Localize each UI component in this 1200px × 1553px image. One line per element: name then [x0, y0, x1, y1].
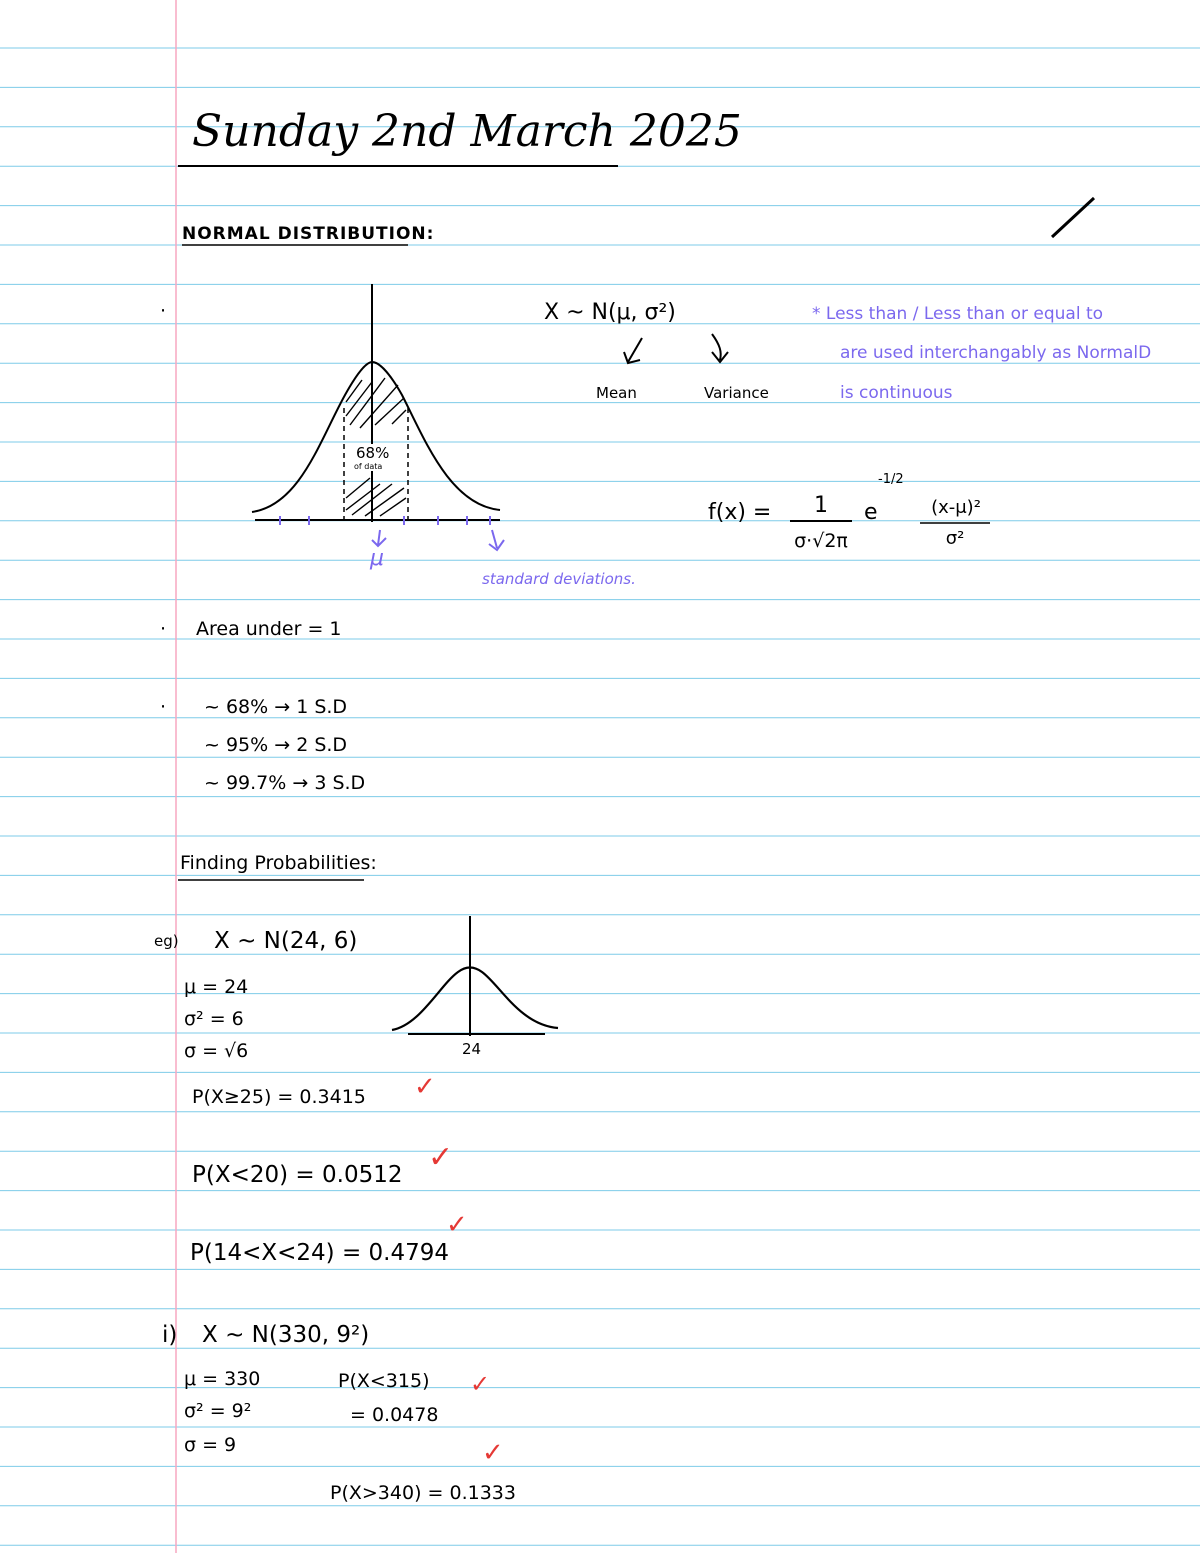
pdf-exponent-coefficient: -1/2 [878, 472, 904, 487]
pdf-exponent-numerator: (x-μ)² [931, 497, 981, 518]
example-variance: σ² = 6 [184, 1008, 244, 1030]
example-result-3: P(14<X<24) = 0.4794 [190, 1240, 450, 1266]
sd-arrow [489, 530, 504, 550]
graph-percent-sublabel: of data [354, 462, 383, 471]
exercise-1-mean: μ = 330 [184, 1368, 261, 1390]
exercise-1-sd: σ = 9 [184, 1434, 237, 1456]
note-line-1: * Less than / Less than or equal to [812, 304, 1104, 324]
completion-check-icon [1052, 198, 1094, 237]
graph-percent-label: 68% [356, 444, 390, 462]
example-axis-label: 24 [462, 1040, 482, 1058]
mu-label: μ [370, 546, 384, 571]
bullet-3: · [160, 696, 167, 718]
eg-normal-curve-graph [392, 916, 558, 1036]
mean-label: Mean [596, 384, 637, 402]
check-icon: ✓ [482, 1438, 504, 1468]
exercise-1-distribution: X ~ N(330, 9²) [202, 1322, 370, 1348]
property-3sd: ~ 99.7% → 3 S.D [204, 772, 366, 794]
exercise-1-answer-1: = 0.0478 [350, 1404, 439, 1426]
pdf-denominator: σ·√2π [794, 530, 848, 552]
normal-curve-graph [252, 284, 504, 550]
mu-arrow [372, 530, 386, 546]
check-icon: ✓ [470, 1370, 491, 1398]
eg-normal-curve [392, 968, 558, 1031]
variance-arrow [712, 334, 728, 362]
exercise-1-question-1: P(X<315) [338, 1370, 430, 1392]
page-title-date: Sunday 2nd March 2025 [192, 106, 742, 157]
example-mean: μ = 24 [184, 976, 249, 998]
example-result-1: P(X≥25) = 0.3415 [192, 1086, 366, 1108]
distribution-notation: X ~ N(μ, σ²) [544, 300, 676, 325]
note-line-3: is continuous [840, 383, 953, 403]
example-distribution: X ~ N(24, 6) [214, 928, 358, 954]
pdf-exponential-e: e [864, 500, 878, 525]
note-line-2: are used interchangably as NormalD [840, 343, 1152, 363]
pdf-exponent-denominator: σ² [945, 528, 965, 549]
property-1sd: ~ 68% → 1 S.D [204, 696, 348, 718]
bullet-1: · [160, 300, 167, 322]
exercise-1-label: i) [162, 1322, 178, 1348]
exercise-1-question-2: P(X>340) = 0.1333 [330, 1482, 516, 1504]
check-icon: ✓ [446, 1210, 468, 1240]
check-icon: ✓ [414, 1072, 436, 1102]
check-icon: ✓ [428, 1140, 454, 1175]
example-result-2: P(X<20) = 0.0512 [192, 1162, 403, 1188]
mean-arrow [624, 338, 642, 363]
property-area: Area under = 1 [196, 618, 342, 640]
property-2sd: ~ 95% → 2 S.D [204, 734, 348, 756]
pdf-numerator: 1 [814, 493, 828, 518]
bullet-2: · [160, 618, 167, 640]
normal-curve [252, 362, 500, 512]
exercise-1-variance: σ² = 9² [184, 1400, 252, 1422]
section-heading-normal: NORMAL DISTRIBUTION: [182, 224, 435, 244]
pdf-lhs: f(x) = [708, 500, 772, 525]
example-label: eg) [154, 932, 179, 950]
sd-label: standard deviations. [482, 570, 636, 588]
example-sd: σ = √6 [184, 1040, 249, 1062]
finding-heading: Finding Probabilities: [180, 852, 377, 874]
variance-label: Variance [704, 384, 769, 402]
